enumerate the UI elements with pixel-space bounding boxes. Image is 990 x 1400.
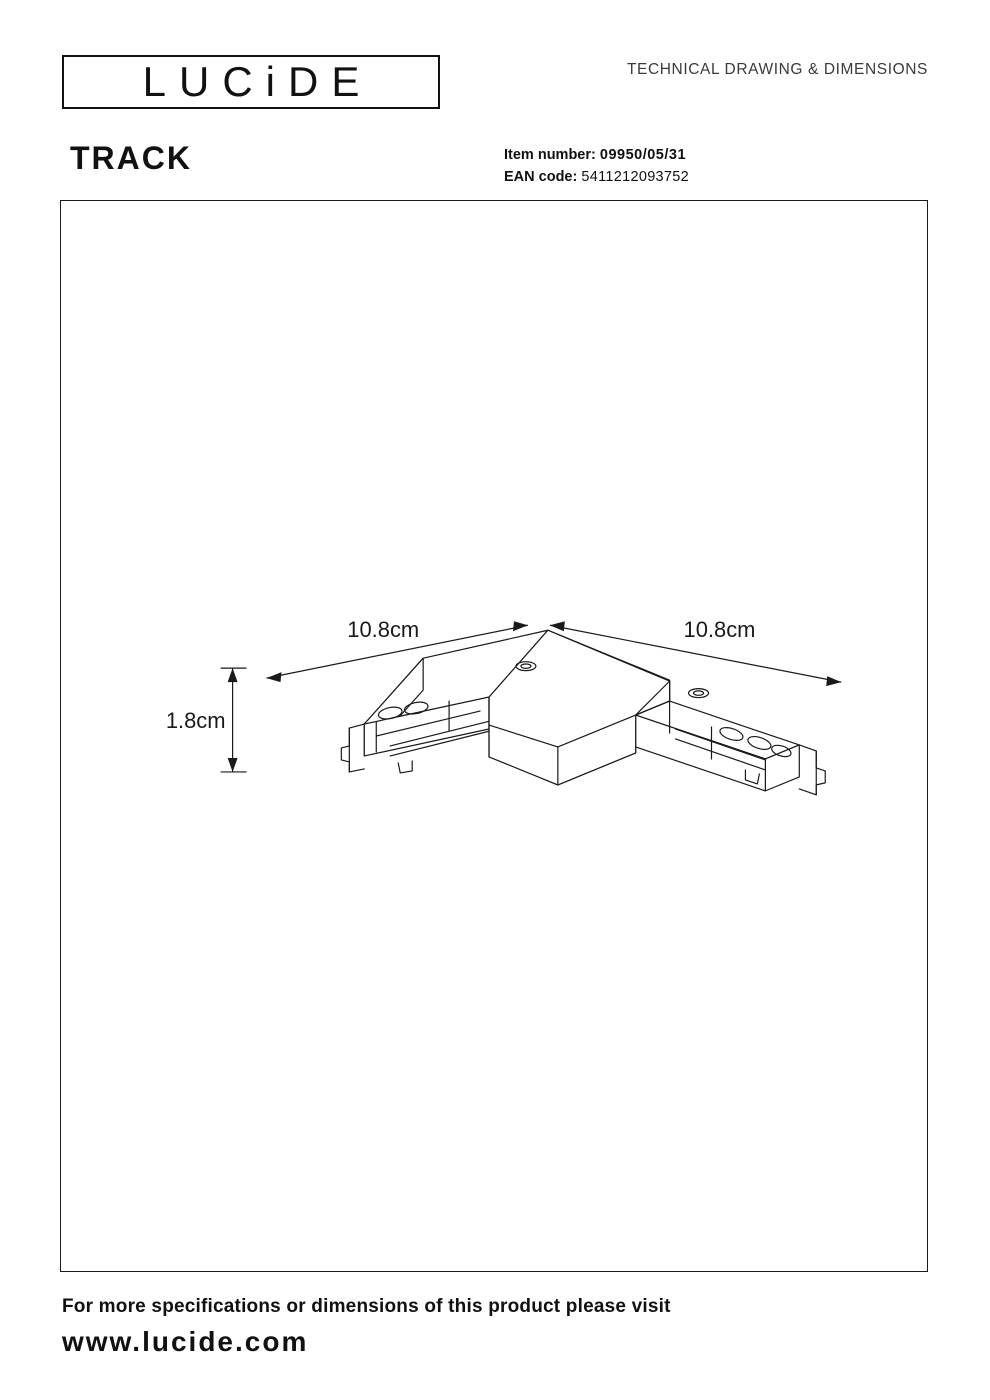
right-arm [636,701,826,795]
page-header [62,55,928,115]
lucide-logo-text: LUCiDE [142,58,373,105]
product-meta [504,144,689,188]
footer-text: For more specifications or dimensions of this product please visit [62,1296,671,1317]
dimension-label-top-right: 10.8cm [683,617,756,643]
product-illustration [341,630,825,795]
technical-drawing-frame [60,200,928,1272]
ean-code-label: EAN code: [504,169,578,185]
item-number-row [504,144,689,166]
header-tagline: TECHNICAL DRAWING & DIMENSIONS [626,61,928,78]
ean-code-row [504,166,689,188]
dimension-label-height: 1.8cm [165,708,226,734]
item-number-value: 09950/05/31 [599,147,687,163]
item-number-label: Item number: [504,147,596,163]
ean-code-value: 5411212093752 [581,169,690,185]
footer-website[interactable]: www.lucide.com [62,1326,309,1357]
dimension-label-top-left: 10.8cm [347,617,420,643]
page-footer [62,1296,930,1358]
lucide-logo [62,55,440,109]
technical-drawing [61,201,927,1271]
page-title: TRACK [70,140,192,176]
title-row [62,140,928,190]
